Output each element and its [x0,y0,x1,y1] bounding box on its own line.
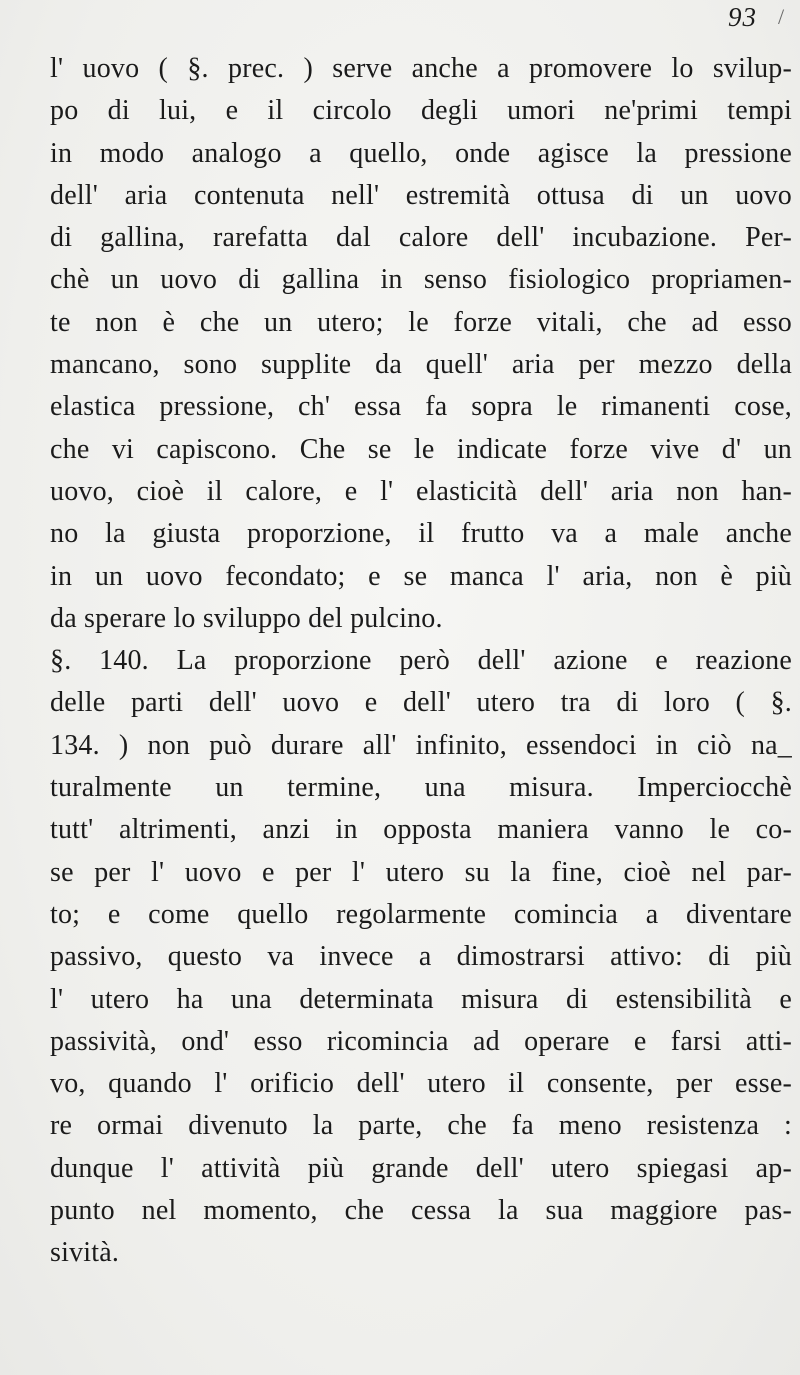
text-line: se per l' uovo e per l' utero su la fine, cioè nel par- [50,856,792,888]
text-line: re ormai divenuto la parte, che fa meno resistenza : [50,1110,792,1142]
text-line: po di lui, e il circolo degli umori ne'primi tempi [50,95,792,127]
text-line: in modo analogo a quello, onde agisce la pressione [50,137,792,169]
body-text [50,48,792,1275]
section-heading-line: §. 140. La proporzione però dell' azione e reazione [50,645,792,677]
text-line: delle parti dell' uovo e dell' utero tra di loro ( §. [50,687,792,719]
text-line: l' utero ha una determinata misura di estensibilità e [50,983,792,1015]
text-line: elastica pressione, ch' essa fa sopra le rimanenti cose, [50,391,792,423]
text-line: chè un uovo di gallina in senso fisiologico propriamen- [50,264,792,296]
text-line: to; e come quello regolarmente comincia a diventare [50,898,792,930]
text-line: punto nel momento, che cessa la sua maggiore pas- [50,1195,792,1227]
text-line: 134. ) non può durare all' infinito, essendoci in ciò na_ [50,729,792,761]
text-line: l' uovo ( §. prec. ) serve anche a promovere lo svilup- [50,53,792,84]
text-line: dunque l' attività più grande dell' utero spiegasi ap- [50,1152,792,1184]
text-line: vo, quando l' orificio dell' utero il consente, per esse- [50,1068,792,1100]
text-line: di gallina, rarefatta dal calore dell' incubazione. Per- [50,222,792,254]
text-line: in un uovo fecondato; e se manca l' aria, non è più [50,560,792,592]
text-line: sività. [50,1237,120,1269]
text-line: te non è che un utero; le forze vitali, che ad esso [50,306,792,338]
text-line: mancano, sono supplite da quell' aria per mezzo della [50,349,792,381]
page-number-mark: / [778,4,785,29]
text-line: che vi capiscono. Che se le indicate forze vive d' un [50,433,792,465]
text-line: tutt' altrimenti, anzi in opposta maniera vanno le co- [50,814,792,846]
text-line: passivo, questo va invece a dimostrarsi attivo: di più [50,941,792,973]
text-line: dell' aria contenuta nell' estremità ottusa di un uovo [50,179,792,211]
text-line: da sperare lo sviluppo del pulcino. [50,602,443,634]
text-line: uovo, cioè il calore, e l' elasticità dell' aria non han- [50,475,792,507]
text-line: passività, ond' esso ricomincia ad operare e farsi atti- [50,1025,792,1057]
text-line: turalmente un termine, una misura. Imperciocchè [50,772,792,804]
page-number: 93 [728,2,757,32]
text-line: no la giusta proporzione, il frutto va a male anche [50,518,792,550]
